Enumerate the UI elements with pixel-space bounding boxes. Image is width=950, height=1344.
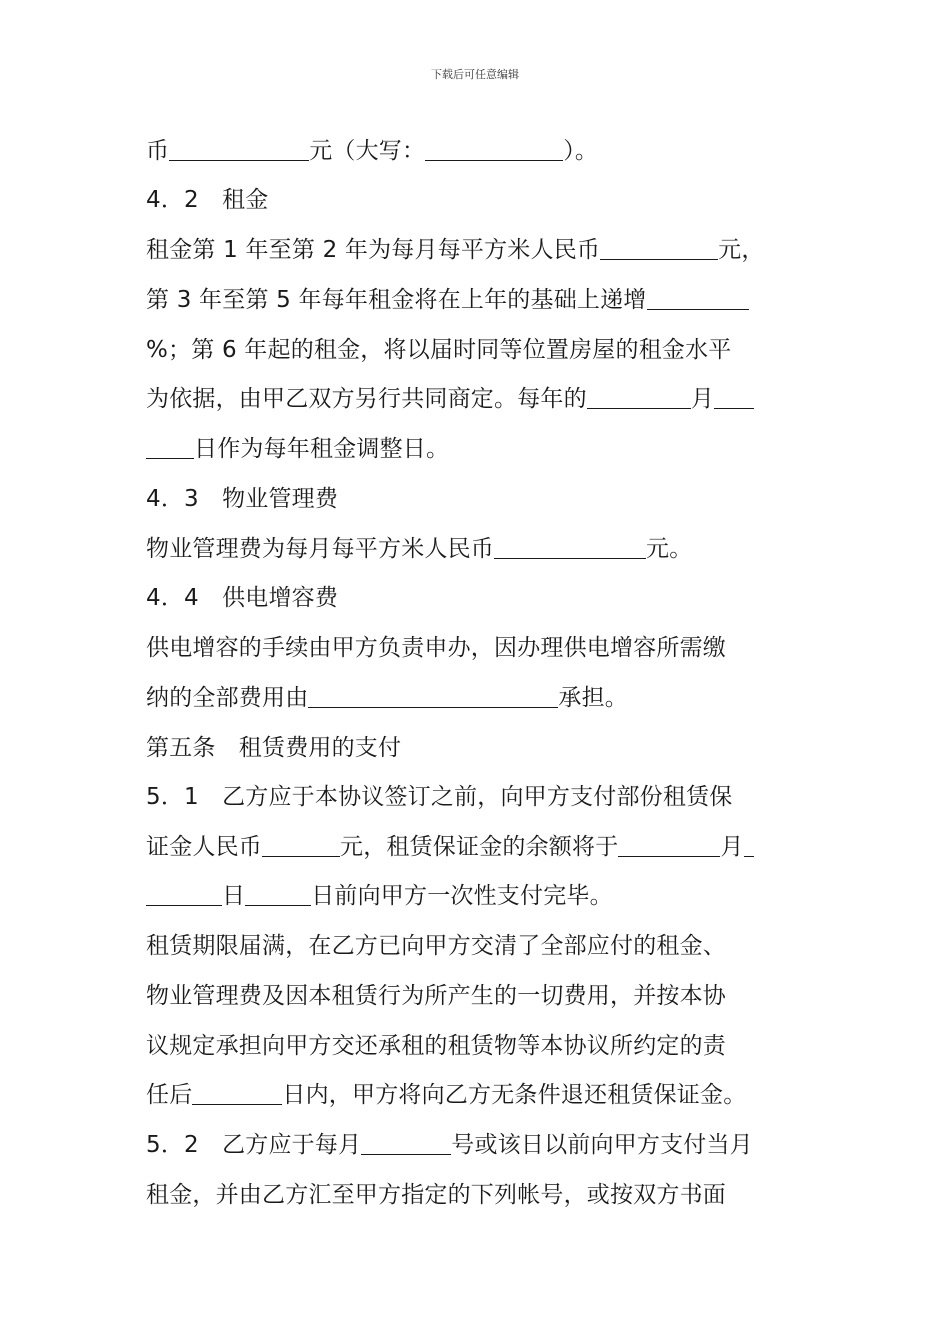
text-segment: 纳的全部费用由	[146, 685, 309, 711]
text-line	[146, 136, 598, 166]
text-line: %；第 6 年起的租金，将以届时同等位置房屋的租金水平	[146, 337, 732, 363]
text-segment: 承担。	[558, 685, 629, 711]
text-segment: 日前向甲方一次性支付完毕。	[311, 883, 613, 909]
text-line: 议规定承担向甲方交还承租的租赁物等本协议所约定的责	[146, 1033, 726, 1059]
text-segment: 日作为每年租金调整日。	[194, 436, 450, 462]
text-line	[146, 1080, 746, 1110]
text-line	[146, 235, 765, 265]
text-segment: 月	[720, 834, 744, 860]
fill-blank	[308, 685, 558, 708]
text-line	[146, 285, 749, 315]
text-segment: 币	[146, 138, 170, 164]
fill-blank	[618, 834, 720, 857]
text-segment: 元，租赁保证金的余额将于	[340, 834, 619, 860]
text-segment: 日	[222, 883, 246, 909]
text-segment: ）。	[563, 138, 599, 164]
text-segment: 任后	[146, 1082, 193, 1108]
text-line	[146, 832, 754, 862]
text-segment: 5．2 乙方应于每月	[146, 1132, 362, 1158]
fill-blank	[647, 287, 749, 310]
text-line	[146, 1130, 753, 1160]
text-line: 物业管理费及因本租赁行为所产生的一切费用，并按本协	[146, 983, 726, 1009]
text-line	[146, 434, 449, 464]
fill-blank	[600, 237, 718, 260]
text-segment: 租金第 1 年至第 2 年为每月每平方米人民币	[146, 237, 601, 263]
text-segment: 物业管理费为每月每平方米人民币	[146, 536, 494, 562]
text-segment: 第 3 年至第 5 年每年租金将在上年的基础上递增	[146, 287, 647, 313]
page-header: 下载后可任意编辑	[431, 68, 519, 81]
fill-blank	[587, 386, 691, 409]
text-line: 租赁期限届满，在乙方已向甲方交清了全部应付的租金、	[146, 933, 726, 959]
text-segment: 月	[690, 386, 715, 412]
fill-blank	[425, 138, 563, 161]
fill-blank	[361, 1132, 451, 1155]
fill-blank	[245, 883, 311, 906]
text-segment: 日内，甲方将向乙方无条件退还租赁保证金。	[282, 1082, 747, 1108]
fill-blank	[146, 883, 222, 906]
text-line	[146, 384, 754, 414]
text-line: 5．1 乙方应于本协议签订之前，向甲方支付部份租赁保	[146, 784, 733, 810]
section-heading: 4．4 供电增容费	[146, 585, 339, 611]
fill-blank	[714, 386, 754, 409]
text-segment: 元，	[718, 237, 765, 263]
article-heading: 第五条 租赁费用的支付	[146, 735, 402, 761]
fill-blank	[744, 834, 754, 857]
text-segment: 元（大写：	[309, 138, 426, 164]
fill-blank	[192, 1082, 282, 1105]
text-segment: 元。	[646, 536, 693, 562]
text-segment: 号或该日以前向甲方支付当月	[451, 1132, 753, 1158]
text-line	[146, 534, 692, 564]
text-segment: 证金人民币	[146, 834, 262, 860]
fill-blank	[169, 138, 309, 161]
text-segment: 为依据，由甲乙双方另行共同商定。每年的	[146, 386, 587, 412]
text-line: 租金，并由乙方汇至甲方指定的下列帐号，或按双方书面	[146, 1182, 726, 1208]
text-line	[146, 683, 628, 713]
fill-blank	[494, 536, 646, 559]
text-line: 供电增容的手续由甲方负责申办，因办理供电增容所需缴	[146, 635, 726, 661]
fill-blank	[262, 834, 340, 857]
section-heading: 4．2 租金	[146, 187, 269, 213]
fill-blank	[146, 436, 194, 459]
section-heading: 4．3 物业管理费	[146, 486, 339, 512]
text-line	[146, 881, 613, 911]
